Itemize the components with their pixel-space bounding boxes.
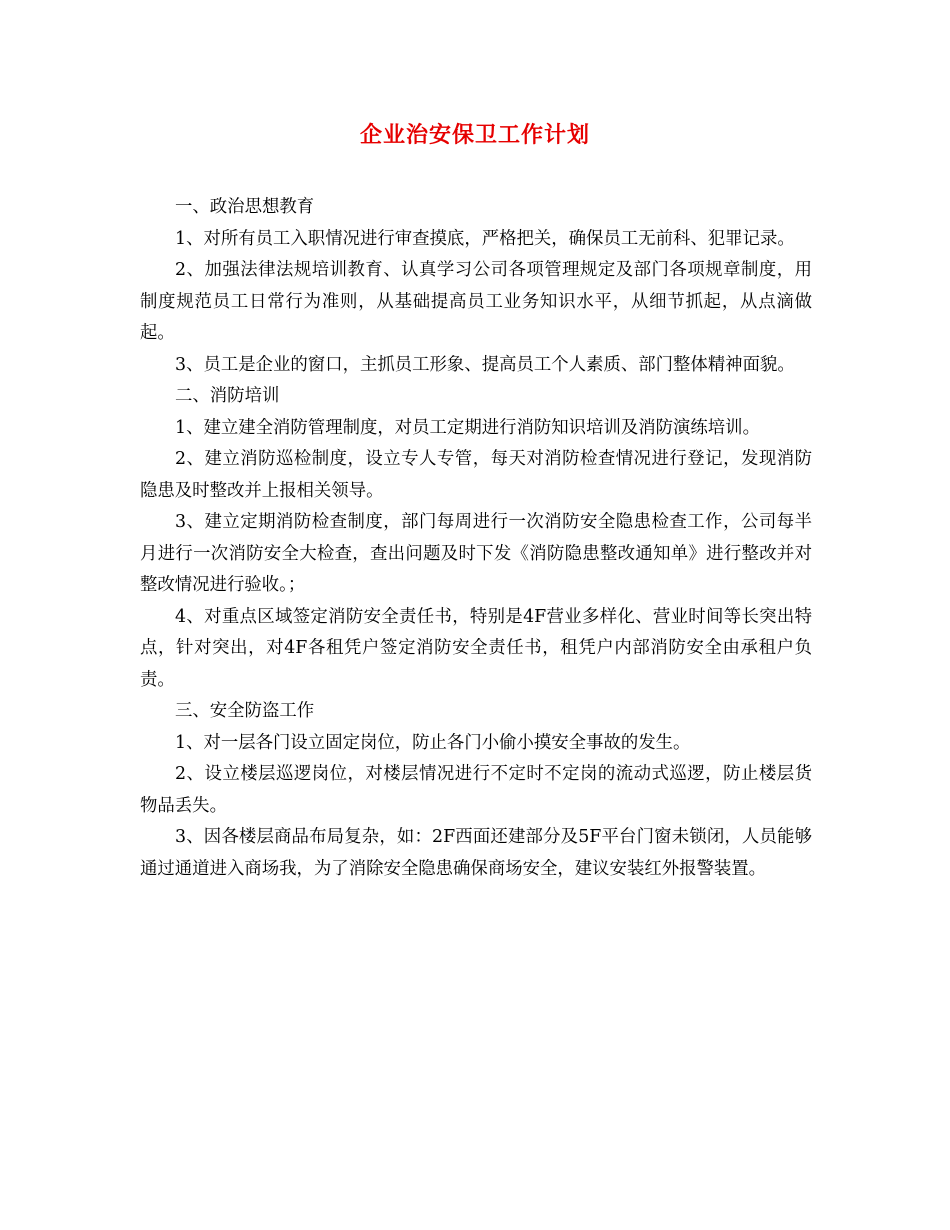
- paragraph: 3、员工是企业的窗口，主抓员工形象、提高员工个人素质、部门整体精神面貌。: [175, 354, 795, 375]
- paragraph: 1、对一层各门设立固定岗位，防止各门小偷小摸安全事故的发生。: [175, 732, 691, 753]
- paragraph: 1、对所有员工入职情况进行审查摸底，严格把关，确保员工无前科、犯罪记录。: [175, 228, 795, 249]
- paragraph: 3、建立定期消防检查制度，部门每周进行一次消防安全隐患检查工作，公司每半月进行一次消防安全大检查，查出问题及时下发《消防隐患整改通知单》进行整改并对整改情况进行验收。；: [140, 512, 812, 595]
- paragraph: 2、加强法律法规培训教育、认真学习公司各项管理规定及部门各项规章制度，用制度规范员工日常行为准则，从基础提高员工业务知识水平，从细节抓起，从点滴做起。: [140, 260, 812, 343]
- section-heading-anti-theft: 三、安全防盗工作: [175, 701, 315, 721]
- section-heading-fire-training: 二、消防培训: [175, 386, 280, 406]
- paragraph: 1、建立建全消防管理制度，对员工定期进行消防知识培训及消防演练培训。: [175, 417, 760, 438]
- document-title: 企业治安保卫工作计划: [359, 122, 590, 148]
- paragraph: 2、设立楼层巡逻岗位，对楼层情况进行不定时不定岗的流动式巡逻，防止楼层货物品丢失。: [140, 764, 812, 816]
- paragraph: 3、因各楼层商品布局复杂，如：2F西面还建部分及5F平台门窗未锁闭，人员能够通过通道进入商场我，为了消除安全隐患确保商场安全，建议安装红外报警装置。: [140, 827, 812, 879]
- paragraph: 4、对重点区域签定消防安全责任书，特别是4F营业多样化、营业时间等长突出特点，针对突出，对4F各租凭户签定消防安全责任书，租凭户内部消防安全由承租户负责。: [140, 606, 812, 690]
- document-body: [140, 192, 812, 885]
- section-heading-political-education: 一、政治思想教育: [175, 197, 315, 217]
- paragraph: 2、建立消防巡检制度，设立专人专管，每天对消防检查情况进行登记，发现消防隐患及时整改并上报相关领导。: [140, 449, 812, 501]
